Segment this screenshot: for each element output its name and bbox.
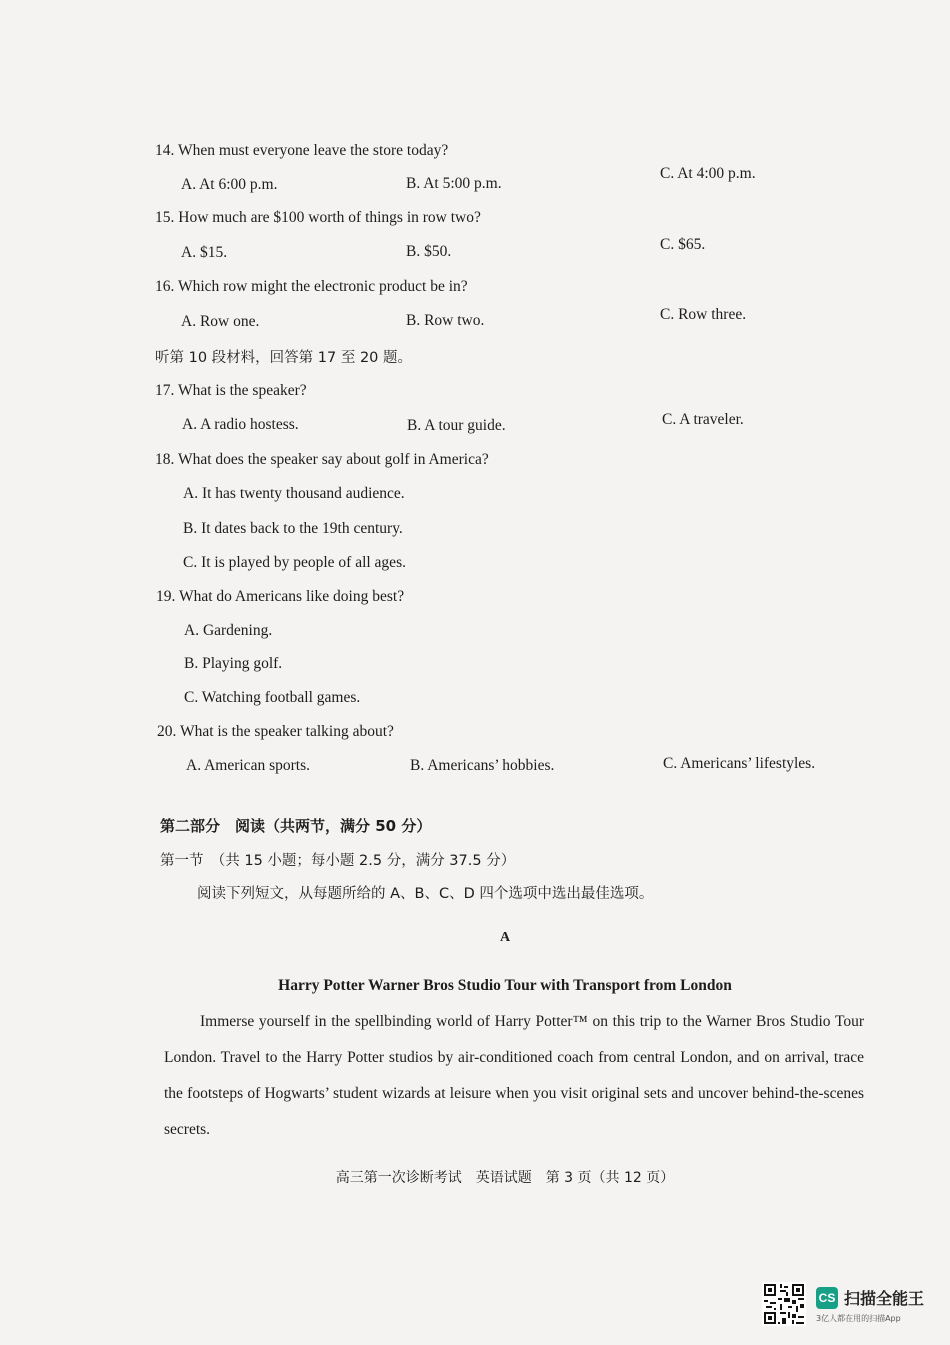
option-19a: A. Gardening. xyxy=(184,622,273,639)
option-16b: B. Row two. xyxy=(406,312,485,329)
option-20b: B. Americans’ hobbies. xyxy=(410,757,555,774)
scanner-watermark xyxy=(762,1282,932,1328)
option-16c: C. Row three. xyxy=(660,306,747,323)
question-20: 20. What is the speaker talking about? xyxy=(157,723,394,740)
camscanner-logo-icon: CS xyxy=(816,1287,838,1309)
question-19: 19. What do Americans like doing best? xyxy=(156,588,405,605)
question-17: 17. What is the speaker? xyxy=(155,382,307,399)
option-15b: B. $50. xyxy=(406,243,452,260)
option-19c: C. Watching football games. xyxy=(184,689,361,706)
option-15c: C. $65. xyxy=(660,236,706,253)
question-16: 16. Which row might the electronic product be in? xyxy=(155,278,468,295)
option-18b: B. It dates back to the 19th century. xyxy=(183,520,403,537)
option-20c: C. Americans’ lifestyles. xyxy=(663,755,816,772)
option-14b: B. At 5:00 p.m. xyxy=(406,175,502,192)
option-16a: A. Row one. xyxy=(181,313,260,330)
option-17a: A. A radio hostess. xyxy=(182,416,299,433)
option-17b: B. A tour guide. xyxy=(407,417,506,434)
reading-instruction: 阅读下列短文，从每题所给的 A、B、C、D 四个选项中选出最佳选项。 xyxy=(197,886,654,902)
part2-title: 第二部分 阅读（共两节，满分 50 分） xyxy=(160,817,432,835)
passage-paragraph: Immerse yourself in the spellbinding world of Harry Potter™ on this trip to the Warner Bros Studio Tour London. Travel to the Harry Potter studios by air-conditioned coach from central London, and on arrival, trace the footsteps of Hogwarts’ student wizards at leisure when you visit original sets and uncover behind-the-scenes secrets. xyxy=(164,1013,864,1138)
question-14: 14. When must everyone leave the store today? xyxy=(155,142,449,159)
passage-letter: A xyxy=(499,930,511,945)
page-footer: 高三第一次诊断考试 英语试题 第 3 页（共 12 页） xyxy=(335,1170,675,1186)
section1-title: 第一节 （共 15 小题；每小题 2.5 分，满分 37.5 分） xyxy=(160,853,516,869)
option-18c: C. It is played by people of all ages. xyxy=(183,554,406,571)
option-20a: A. American sports. xyxy=(186,757,310,774)
option-15a: A. $15. xyxy=(181,244,228,261)
option-19b: B. Playing golf. xyxy=(184,655,283,672)
question-18: 18. What does the speaker say about golf in America? xyxy=(155,451,489,468)
question-15: 15. How much are $100 worth of things in row two? xyxy=(155,209,481,226)
passage-title: Harry Potter Warner Bros Studio Tour with Transport from London xyxy=(278,977,732,994)
scanner-tagline: 3亿人都在用的扫描App xyxy=(816,1314,901,1323)
option-14c: C. At 4:00 p.m. xyxy=(660,165,756,182)
option-14a: A. At 6:00 p.m. xyxy=(181,176,278,193)
qr-code-icon xyxy=(762,1282,806,1326)
option-17c: C. A traveler. xyxy=(662,411,744,428)
option-18a: A. It has twenty thousand audience. xyxy=(183,485,405,502)
listening-instruction: 听第 10 段材料，回答第 17 至 20 题。 xyxy=(155,350,413,366)
scanner-app-name: 扫描全能王 xyxy=(844,1289,925,1308)
